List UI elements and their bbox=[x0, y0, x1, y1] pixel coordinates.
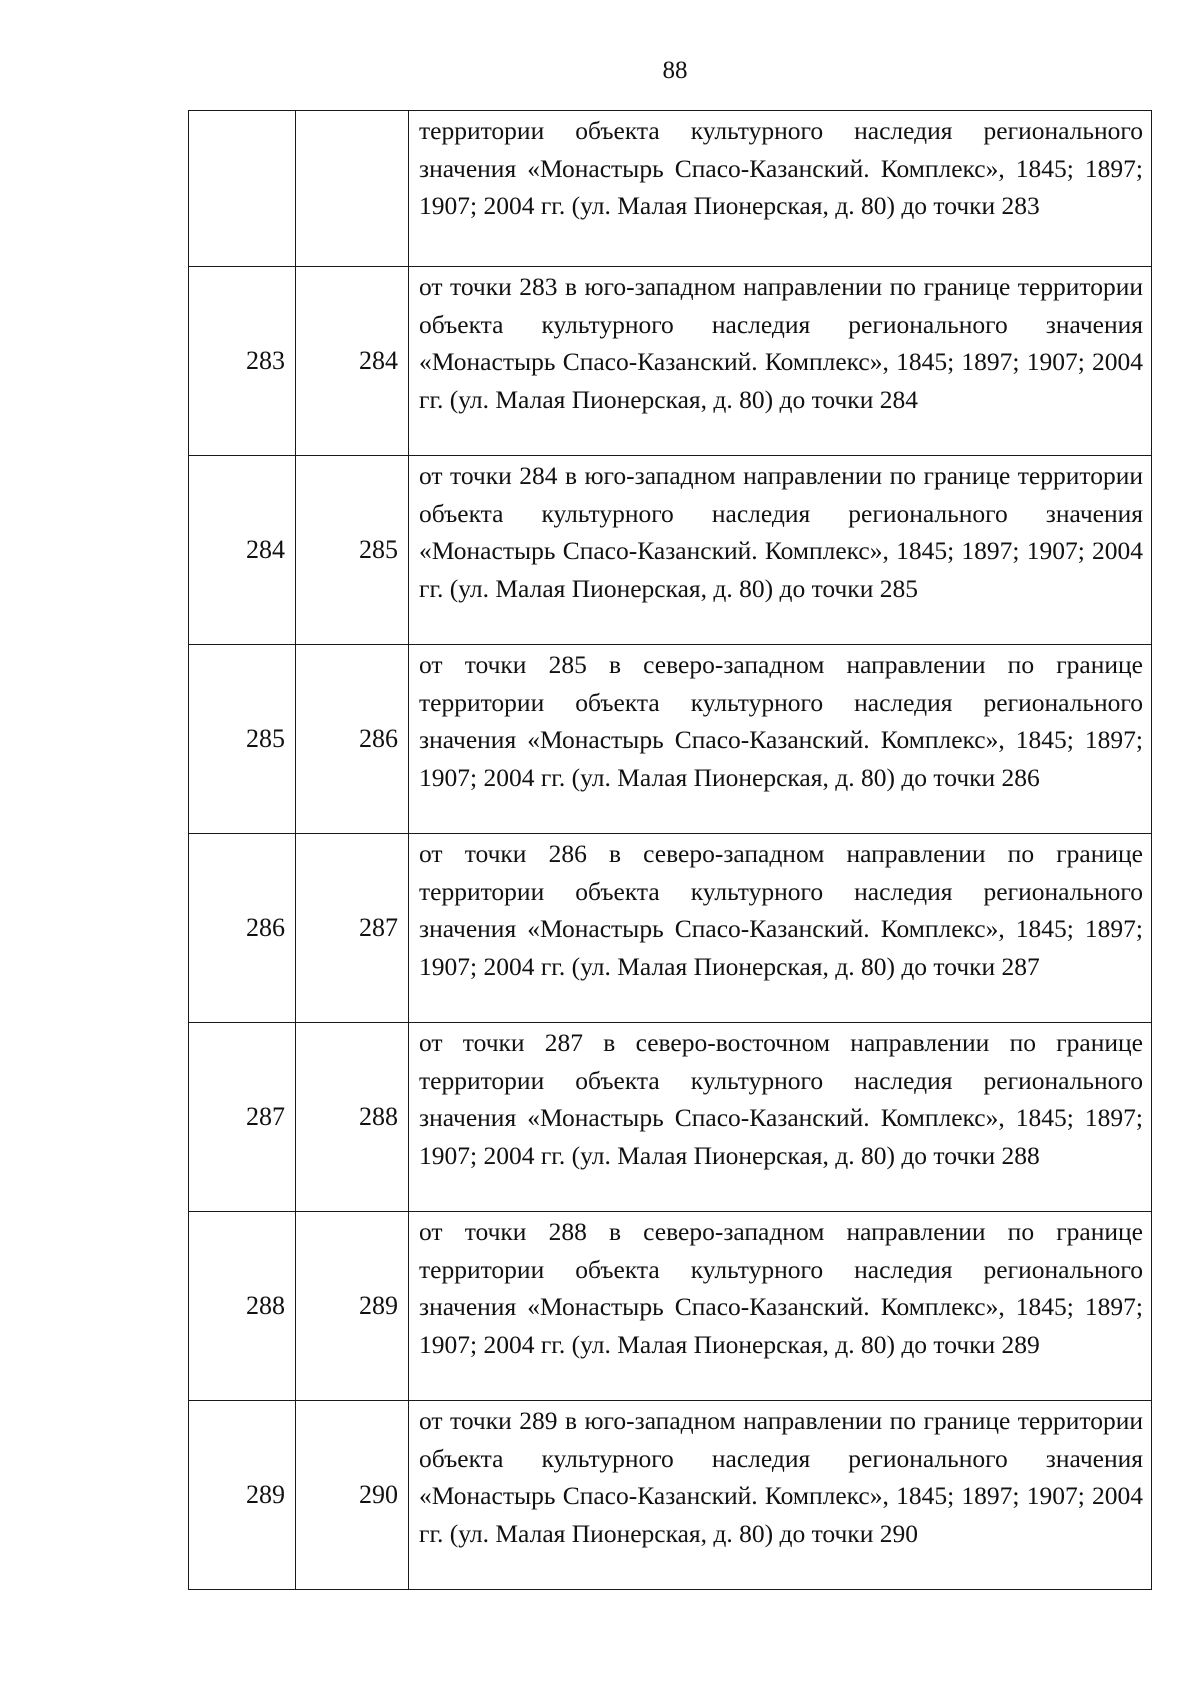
boundary-description-cell bbox=[409, 1212, 1152, 1401]
point-to-cell: 286 bbox=[296, 645, 409, 834]
point-to-cell: 288 bbox=[296, 1023, 409, 1212]
point-from-cell: 285 bbox=[189, 645, 296, 834]
boundary-description: от точки 288 в северо-западном направлении по границе территории объекта культурного наследия регионального значения «Монастырь Спасо-Казанский. Комплекс», 1845; 1897; 1907; 2004 гг. (ул. Малая Пионерская, д. 80) до точки 289 bbox=[419, 1217, 1143, 1359]
boundary-description: от точки 283 в юго-западном направлении по границе территории объекта культурного наследия регионального значения «Монастырь Спасо-Казанский. Комплекс», 1845; 1897; 1907; 2004 гг. (ул. Малая Пионерская, д. 80) до точки 284 bbox=[419, 272, 1143, 414]
boundary-description: территории объекта культурного наследия регионального значения «Монастырь Спасо-Казанский. Комплекс», 1845; 1897; 1907; 2004 гг. (ул. Малая Пионерская, д. 80) до точки 283 bbox=[419, 116, 1143, 220]
boundary-description-cell bbox=[409, 111, 1152, 267]
table-row bbox=[189, 645, 1152, 834]
boundary-table bbox=[188, 110, 1152, 1590]
boundary-description-cell bbox=[409, 645, 1152, 834]
page-number: 88 bbox=[662, 57, 688, 84]
table-row bbox=[189, 267, 1152, 456]
table-row bbox=[189, 456, 1152, 645]
point-to-cell bbox=[296, 111, 409, 267]
point-to-cell: 289 bbox=[296, 1212, 409, 1401]
boundary-description: от точки 286 в северо-западном направлении по границе территории объекта культурного наследия регионального значения «Монастырь Спасо-Казанский. Комплекс», 1845; 1897; 1907; 2004 гг. (ул. Малая Пионерская, д. 80) до точки 287 bbox=[419, 839, 1143, 981]
boundary-description: от точки 287 в северо-восточном направлении по границе территории объекта культурного наследия регионального значения «Монастырь Спасо-Казанский. Комплекс», 1845; 1897; 1907; 2004 гг. (ул. Малая Пионерская, д. 80) до точки 288 bbox=[419, 1028, 1143, 1170]
boundary-description: от точки 289 в юго-западном направлении по границе территории объекта культурного наследия регионального значения «Монастырь Спасо-Казанский. Комплекс», 1845; 1897; 1907; 2004 гг. (ул. Малая Пионерская, д. 80) до точки 290 bbox=[419, 1406, 1143, 1548]
point-to-cell: 287 bbox=[296, 834, 409, 1023]
table-row bbox=[189, 1212, 1152, 1401]
point-from-cell: 286 bbox=[189, 834, 296, 1023]
boundary-description: от точки 284 в юго-западном направлении по границе территории объекта культурного наследия регионального значения «Монастырь Спасо-Казанский. Комплекс», 1845; 1897; 1907; 2004 гг. (ул. Малая Пионерская, д. 80) до точки 285 bbox=[419, 461, 1143, 603]
point-to-cell: 285 bbox=[296, 456, 409, 645]
point-to-cell: 284 bbox=[296, 267, 409, 456]
point-from-cell: 284 bbox=[189, 456, 296, 645]
boundary-description-cell bbox=[409, 267, 1152, 456]
point-from-cell: 288 bbox=[189, 1212, 296, 1401]
point-from-cell: 283 bbox=[189, 267, 296, 456]
boundary-description-cell bbox=[409, 1023, 1152, 1212]
boundary-description-cell bbox=[409, 834, 1152, 1023]
boundary-description: от точки 285 в северо-западном направлении по границе территории объекта культурного наследия регионального значения «Монастырь Спасо-Казанский. Комплекс», 1845; 1897; 1907; 2004 гг. (ул. Малая Пионерская, д. 80) до точки 286 bbox=[419, 650, 1143, 792]
boundary-description-cell bbox=[409, 1401, 1152, 1590]
table-row bbox=[189, 834, 1152, 1023]
table-row bbox=[189, 1401, 1152, 1590]
table-row bbox=[189, 1023, 1152, 1212]
point-from-cell: 289 bbox=[189, 1401, 296, 1590]
point-to-cell: 290 bbox=[296, 1401, 409, 1590]
point-from-cell bbox=[189, 111, 296, 267]
point-from-cell: 287 bbox=[189, 1023, 296, 1212]
table-row bbox=[189, 111, 1152, 267]
boundary-description-cell bbox=[409, 456, 1152, 645]
